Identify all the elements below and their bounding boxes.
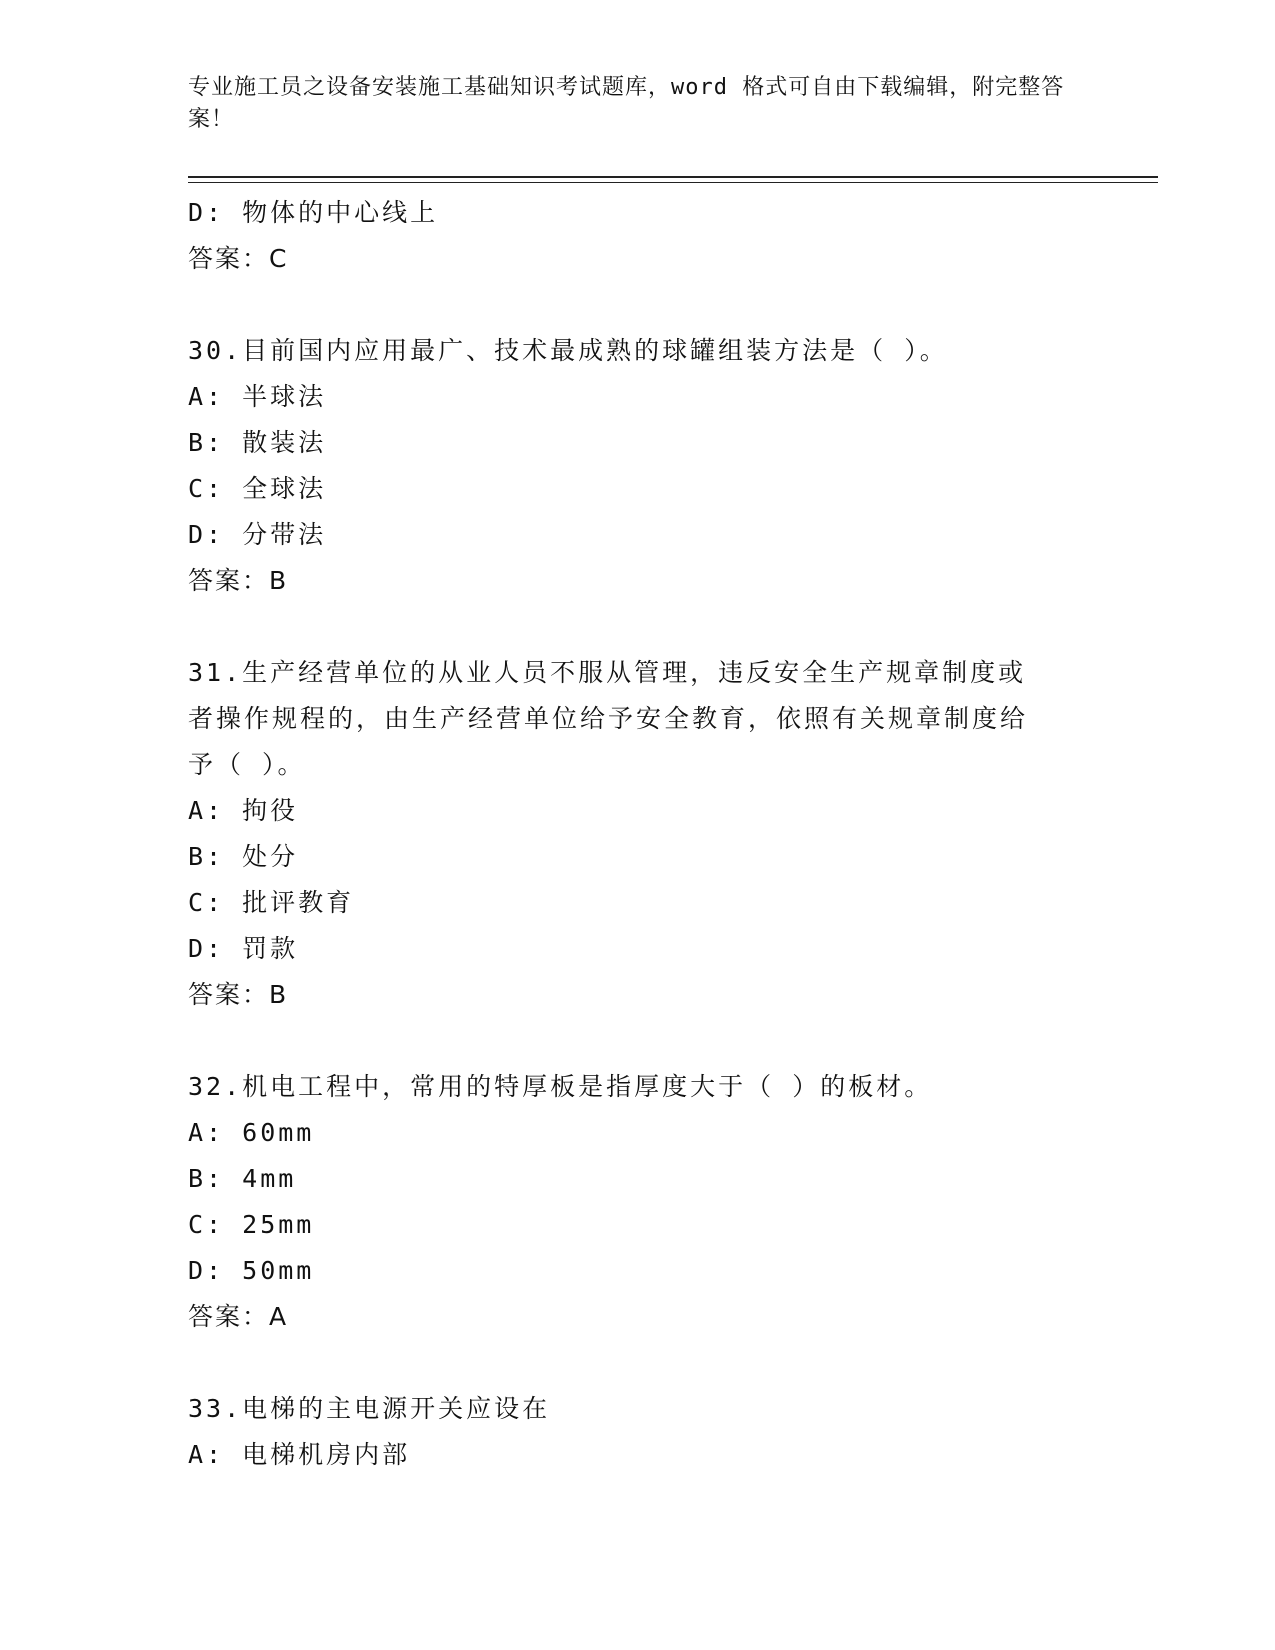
block-spacer: [188, 1018, 1088, 1064]
document-header: 专业施工员之设备安装施工基础知识考试题库，word 格式可自由下载编辑，附完整答案！: [188, 75, 1065, 132]
option-line: A: 电梯机房内部: [188, 1440, 411, 1469]
answer-line: 答案：B: [188, 980, 289, 1009]
option-line: C: 批评教育: [188, 888, 355, 917]
option-line: D: 罚款: [188, 934, 299, 963]
option-line: B: 处分: [188, 842, 299, 871]
option-line: A: 半球法: [188, 382, 327, 411]
option-line: A: 拘役: [188, 796, 299, 825]
option-line: A: 60mm: [188, 1118, 315, 1147]
header-divider-thin: [188, 182, 1158, 183]
question-text: 31.生产经营单位的从业人员不服从管理，违反安全生产规章制度或者操作规程的，由生产经营单位给予安全教育，依照有关规章制度给予（ ）。: [188, 658, 1029, 779]
option-line: D: 50mm: [188, 1256, 315, 1285]
block-spacer: [188, 604, 1088, 650]
option-line: C: 全球法: [188, 474, 327, 503]
question-text: 32.机电工程中，常用的特厚板是指厚度大于（ ）的板材。: [188, 1072, 933, 1101]
question-text: 33.电梯的主电源开关应设在: [188, 1394, 551, 1423]
block-spacer: [188, 282, 1088, 328]
answer-line: 答案：C: [188, 244, 289, 273]
question-block-33: [188, 1386, 1088, 1478]
answer-line: 答案：B: [188, 566, 289, 595]
option-line: D: 物体的中心线上: [188, 198, 439, 227]
question-block-31: [188, 650, 1088, 1018]
block-spacer: [188, 1340, 1088, 1386]
question-block-32: [188, 1064, 1088, 1340]
option-line: D: 分带法: [188, 520, 327, 549]
header-divider-thick: [188, 176, 1158, 178]
option-line: B: 4mm: [188, 1164, 297, 1193]
option-line: C: 25mm: [188, 1210, 315, 1239]
question-text: 30.目前国内应用最广、技术最成熟的球罐组装方法是（ ）。: [188, 336, 948, 365]
question-list: [188, 190, 1088, 1478]
question-block-30: [188, 328, 1088, 604]
option-line: B: 散装法: [188, 428, 327, 457]
answer-line: 答案：A: [188, 1302, 289, 1331]
